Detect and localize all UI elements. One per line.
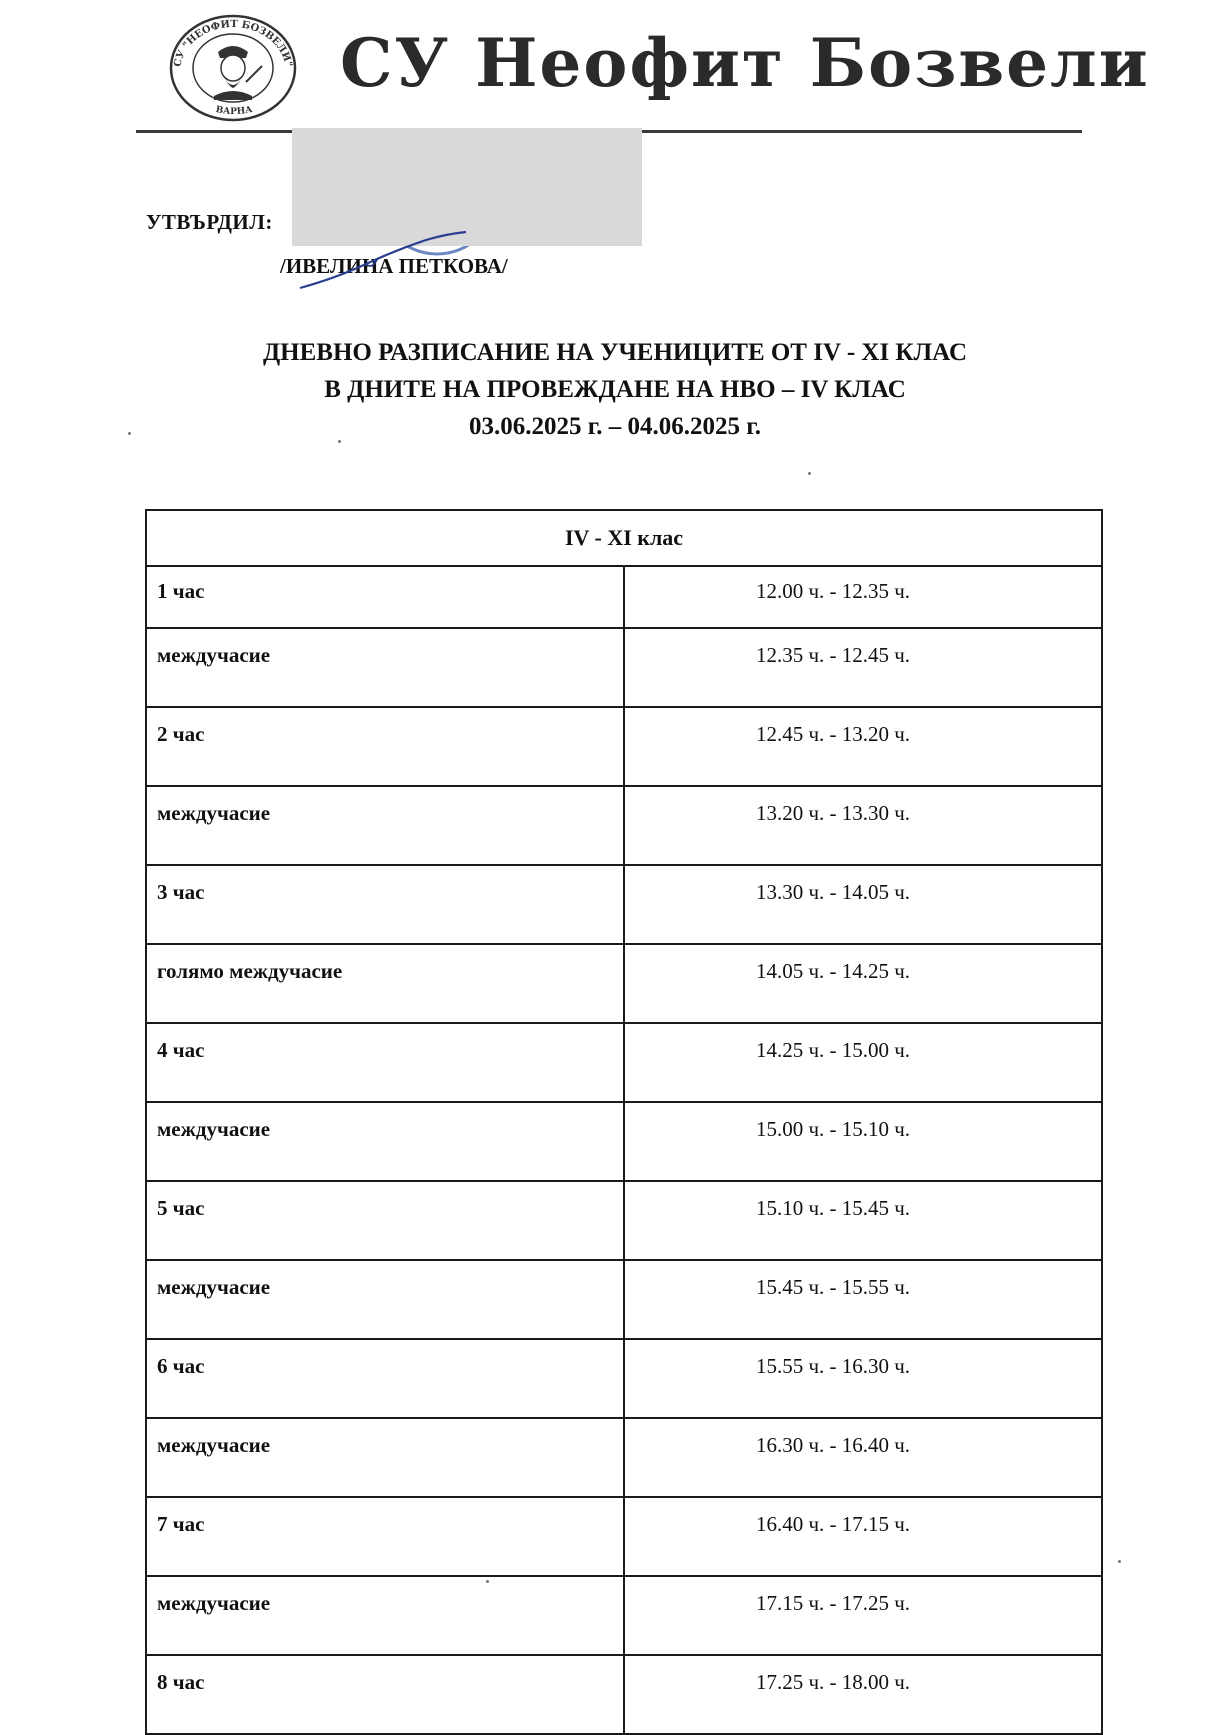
table-header-row (146, 510, 1102, 566)
table-row (146, 1655, 1102, 1734)
table-row (146, 1102, 1102, 1181)
period-label: 7 час (146, 1497, 624, 1576)
period-label: междучасие (146, 786, 624, 865)
table-row (146, 865, 1102, 944)
logo-text-bottom: ВАРНА (214, 104, 254, 118)
period-time: 12.00 ч. - 12.35 ч. (624, 566, 1102, 628)
document-title (0, 334, 1205, 445)
period-time: 15.45 ч. - 15.55 ч. (624, 1260, 1102, 1339)
table-row (146, 944, 1102, 1023)
scan-speck (128, 432, 131, 435)
period-label: междучасие (146, 628, 624, 707)
scan-speck (486, 1580, 489, 1583)
title-line-2: В ДНИТЕ НА ПРОВЕЖДАНЕ НА НВО – IV КЛАС (324, 376, 906, 403)
period-label: междучасие (146, 1418, 624, 1497)
table-row (146, 1339, 1102, 1418)
logo-text-top: СУ "НЕОФИТ БОЗВЕЛИ" (172, 18, 294, 68)
period-time: 17.25 ч. - 18.00 ч. (624, 1655, 1102, 1734)
title-line-1: ДНЕВНО РАЗПИСАНИЕ НА УЧЕНИЦИТЕ ОТ IV - XI КЛАС (262, 339, 968, 366)
signature-stroke (296, 228, 496, 294)
period-time: 17.15 ч. - 17.25 ч. (624, 1576, 1102, 1655)
table-row (146, 1023, 1102, 1102)
scan-speck (338, 440, 341, 443)
period-time: 15.55 ч. - 16.30 ч. (624, 1339, 1102, 1418)
schedule-table (145, 509, 1103, 1735)
period-label: 1 час (146, 566, 624, 628)
table-row (146, 566, 1102, 628)
scan-speck (1118, 1560, 1121, 1563)
period-label: 8 час (146, 1655, 624, 1734)
period-time: 13.20 ч. - 13.30 ч. (624, 786, 1102, 865)
table-header: IV - XI клас (146, 510, 1102, 566)
schedule-body (146, 566, 1102, 1734)
table-row (146, 1181, 1102, 1260)
table-row (146, 628, 1102, 707)
period-time: 16.30 ч. - 16.40 ч. (624, 1418, 1102, 1497)
school-logo-seal (166, 12, 300, 124)
school-name: СУ Неофит Бозвели (340, 24, 1150, 102)
period-time: 15.00 ч. - 15.10 ч. (624, 1102, 1102, 1181)
table-row (146, 786, 1102, 865)
period-label: 5 час (146, 1181, 624, 1260)
period-time: 16.40 ч. - 17.15 ч. (624, 1497, 1102, 1576)
period-time: 14.05 ч. - 14.25 ч. (624, 944, 1102, 1023)
period-label: междучасие (146, 1260, 624, 1339)
period-time: 14.25 ч. - 15.00 ч. (624, 1023, 1102, 1102)
approver-name: /ИВЕЛИНА ПЕТКОВА/ (280, 254, 508, 278)
period-time: 12.35 ч. - 12.45 ч. (624, 628, 1102, 707)
period-time: 12.45 ч. - 13.20 ч. (624, 707, 1102, 786)
table-row (146, 1497, 1102, 1576)
table-row (146, 1418, 1102, 1497)
table-row (146, 707, 1102, 786)
period-time: 13.30 ч. - 14.05 ч. (624, 865, 1102, 944)
table-row (146, 1260, 1102, 1339)
scan-speck (808, 472, 811, 475)
period-label: междучасие (146, 1576, 624, 1655)
period-label: 2 час (146, 707, 624, 786)
period-label: 3 час (146, 865, 624, 944)
period-time: 15.10 ч. - 15.45 ч. (624, 1181, 1102, 1260)
approved-by-label: УТВЪРДИЛ: (146, 210, 273, 234)
title-line-3-dates: 03.06.2025 г. – 04.06.2025 г. (468, 413, 762, 440)
period-label: 6 час (146, 1339, 624, 1418)
period-label: 4 час (146, 1023, 624, 1102)
period-label: голямо междучасие (146, 944, 624, 1023)
period-label: междучасие (146, 1102, 624, 1181)
table-row (146, 1576, 1102, 1655)
svg-text:ВАРНА (215, 105, 254, 117)
